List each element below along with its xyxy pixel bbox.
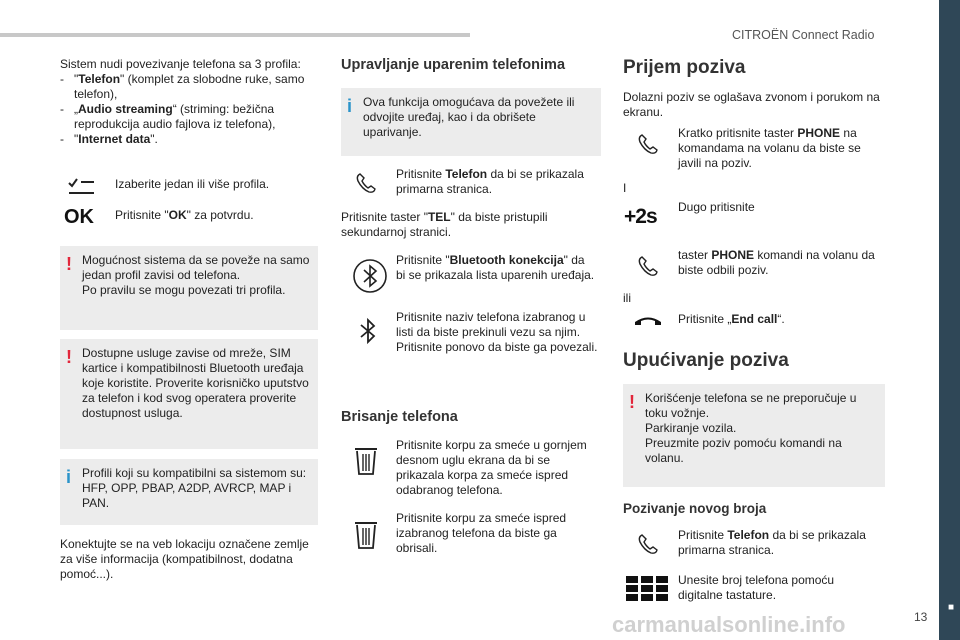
profiles-list <box>60 72 320 147</box>
info-text: Ova funkcija omogućava da povežete ili odvojite uređaj, kao i da obrišete uparivanje. <box>363 95 575 139</box>
end-call-step: Pritisnite „End call“. <box>678 312 785 326</box>
header-rule <box>0 33 470 37</box>
warning-icon: ! <box>66 254 72 274</box>
confirm-step: Pritisnite "OK" za potvrdu. <box>115 208 254 222</box>
profile-item: - "Internet data". <box>60 132 158 146</box>
side-tab <box>939 0 960 640</box>
phone-icon <box>637 133 659 155</box>
section-title: Prijem poziva <box>623 57 746 78</box>
trash-icon <box>353 446 379 476</box>
section-subtitle: Pozivanje novog broja <box>623 501 767 516</box>
watermark: carmanualsonline.info <box>612 612 846 637</box>
tab-marker: ■ <box>948 602 955 613</box>
info-icon: i <box>66 467 72 487</box>
answer-step: Kratko pritisnite taster PHONE na komandama na volanu da biste se javili na poziv. <box>678 126 861 170</box>
or-label: ili <box>623 291 631 305</box>
new-call-step-2: Unesite broj telefona pomoću digitalne tastature. <box>678 573 835 602</box>
profile-item: - „Audio streaming“ (striming: bežična reprodukcija audio fajlova iz telefona), <box>60 102 276 131</box>
profiles-intro: Sistem nudi povezivanje telefona sa 3 profila: <box>60 57 301 71</box>
info-text: Profili koji su kompatibilni sa sistemom su: HFP, OPP, PBAP, A2DP, AVRCP, MAP i PAN. <box>82 466 307 510</box>
step-phone: Pritisnite Telefon da bi se prikazala primarna stranica. <box>396 167 584 196</box>
section-title: Upravljanje uparenim telefonima <box>341 57 566 73</box>
end-call-icon <box>633 313 663 327</box>
step-tel: Pritisnite taster "TEL" da biste pristupili sekundarnoj stranici. <box>341 210 548 239</box>
long-press-icon: +2s <box>624 205 657 228</box>
warning-text: Dostupne usluge zavise od mreže, SIM kartice i kompatibilnosti Bluetooth uređaja koje koristite. Proverite korisničko uputstvo za telefon i kod svog operatera proverite dostupnost usluga. <box>82 346 309 420</box>
reject-step: taster PHONE komandi na volanu da biste odbili poziv. <box>678 248 875 277</box>
long-press-step: Dugo pritisnite <box>678 200 755 214</box>
phone-icon <box>637 533 659 555</box>
warning-icon: ! <box>66 347 72 367</box>
bluetooth-icon <box>358 317 378 345</box>
step-disconnect: Pritisnite naziv telefona izabranog u listi da biste prekinuli vezu sa njim. Pritisnite ponovo da biste ga povezali. <box>396 310 598 354</box>
section-title: Brisanje telefona <box>341 409 458 425</box>
step-bluetooth: Pritisnite "Bluetooth konekcija" da bi se prikazala lista uparenih uređaja. <box>396 253 595 282</box>
keypad-icon <box>626 576 668 602</box>
delete-step-2: Pritisnite korpu za smeće ispred izabranog telefona da biste ga obrisali. <box>396 511 567 555</box>
select-profile-step: Izaberite jedan ili više profila. <box>115 177 270 191</box>
or-label: I <box>623 181 627 195</box>
website-note: Konektujte se na veb lokaciju označene zemlje za više informacija (kompatibilnost, dodatna pomoć...). <box>60 537 309 581</box>
delete-step-1: Pritisnite korpu za smeće u gornjem desnom uglu ekrana da bi se prikazala korpa za smeće ispred odabranog telefona. <box>396 438 587 497</box>
ok-icon: OK <box>64 206 94 228</box>
bluetooth-circle-icon <box>352 258 388 294</box>
phone-icon <box>637 255 659 277</box>
warning-text: Mogućnost sistema da se poveže na samo jedan profil zavisi od telefona. Po pravilu se mogu povezati tri profila. <box>82 253 310 297</box>
phone-icon <box>355 172 377 194</box>
checklist-icon <box>68 176 94 196</box>
info-icon: i <box>347 96 353 116</box>
header-title: CITROËN Connect Radio <box>732 28 875 42</box>
new-call-step-1: Pritisnite Telefon da bi se prikazala primarna stranica. <box>678 528 866 557</box>
incoming-intro: Dolazni poziv se oglašava zvonom i porukom na ekranu. <box>623 90 880 119</box>
section-title: Upućivanje poziva <box>623 350 789 371</box>
warning-text: Korišćenje telefona se ne preporučuje u toku vožnje. Parkiranje vozila. Preuzmite poziv pomoću komandi na volanu. <box>645 391 857 465</box>
trash-icon <box>353 520 379 550</box>
profile-item: - "Telefon" (komplet za slobodne ruke, samo telefon), <box>60 72 305 101</box>
page-number: 13 <box>914 610 928 624</box>
warning-icon: ! <box>629 392 635 412</box>
